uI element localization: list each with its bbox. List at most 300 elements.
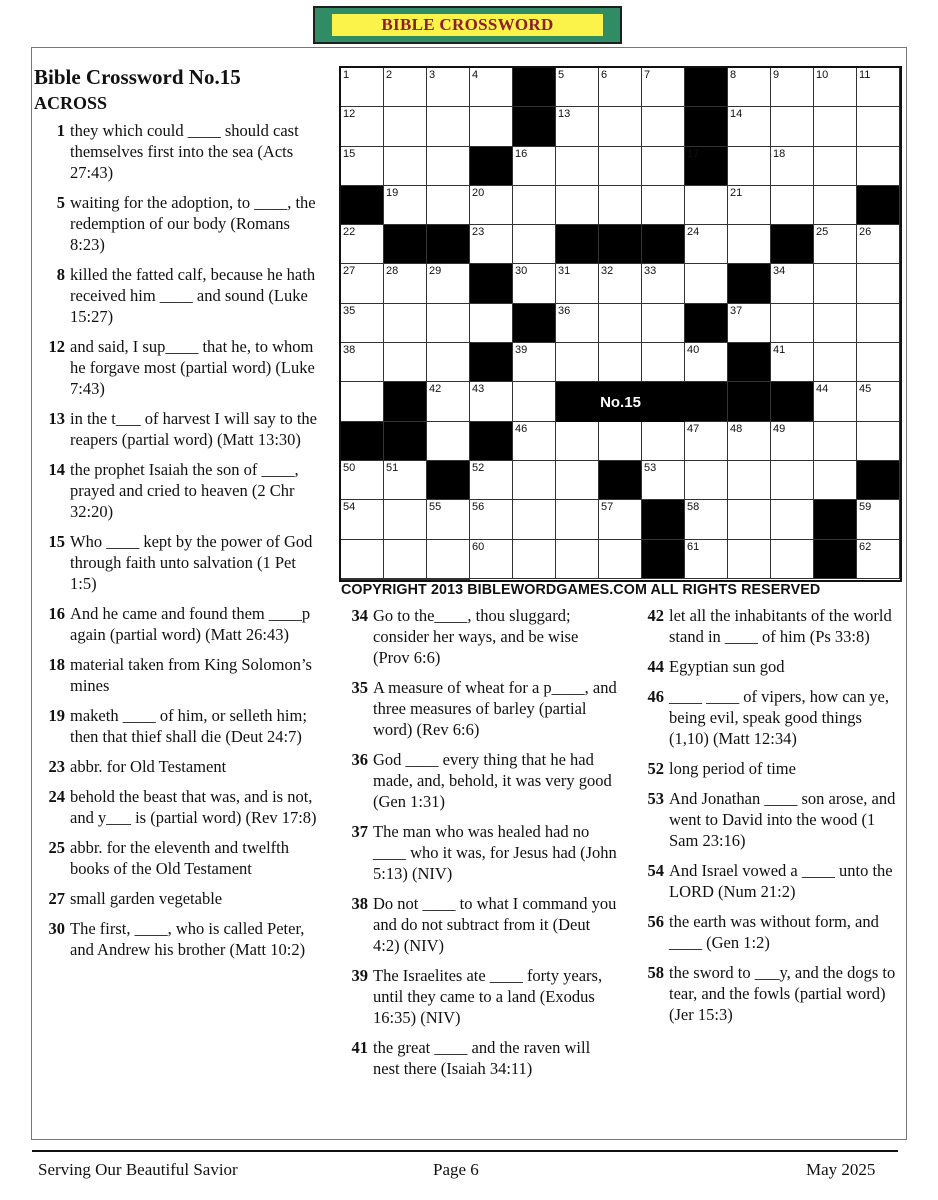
- black-square: [470, 147, 513, 186]
- grid-cell[interactable]: [642, 304, 685, 343]
- grid-cell[interactable]: [470, 186, 513, 225]
- grid-cell[interactable]: [556, 304, 599, 343]
- grid-cell[interactable]: [771, 68, 814, 107]
- clue-text: Egyptian sun god: [669, 657, 785, 676]
- clue-number: 14: [48, 460, 65, 479]
- grid-cell[interactable]: [685, 225, 728, 264]
- clue-text: Who ____ kept by the power of God through faith unto salvation (1 Pet 1:5): [70, 532, 313, 593]
- grid-cell[interactable]: [771, 107, 814, 146]
- grid-cell[interactable]: [728, 304, 771, 343]
- grid-cell[interactable]: [513, 461, 556, 500]
- grid-cell[interactable]: [857, 500, 900, 539]
- cell-number: 6: [601, 69, 608, 81]
- grid-cell[interactable]: [556, 68, 599, 107]
- grid-cell[interactable]: [814, 382, 857, 421]
- grid-cell[interactable]: [384, 107, 427, 146]
- grid-cell[interactable]: [599, 540, 642, 579]
- clue-text: small garden vegetable: [70, 889, 223, 908]
- grid-cell[interactable]: [513, 382, 556, 421]
- grid-cell[interactable]: [556, 147, 599, 186]
- clue-number: 24: [48, 787, 65, 806]
- black-square: [513, 68, 556, 107]
- clue-number: 25: [48, 838, 65, 857]
- cell-number: 22: [343, 226, 356, 239]
- grid-cell[interactable]: [814, 343, 857, 382]
- clue-number: 12: [48, 337, 65, 356]
- grid-cell[interactable]: [771, 304, 814, 343]
- grid-cell[interactable]: [341, 225, 384, 264]
- clue-16-across: [34, 603, 324, 645]
- grid-cell[interactable]: [771, 500, 814, 539]
- clue-number: 36: [351, 750, 368, 769]
- clue-text: Do not ____ to what I command you and do not subtract from it (Deut 4:2) (NIV): [373, 894, 617, 955]
- cell-number: 31: [558, 265, 571, 278]
- grid-cell[interactable]: [556, 540, 599, 579]
- cell-number: 12: [343, 108, 356, 121]
- cell-number: 25: [816, 226, 829, 239]
- copyright-notice: COPYRIGHT 2013 BIBLEWORDGAMES.COM ALL RIGHTS RESERVED: [341, 582, 821, 598]
- grid-cell[interactable]: [857, 422, 900, 461]
- grid-cell[interactable]: [341, 579, 384, 580]
- clue-text: Go to the____, thou sluggard; consider her ways, and be wise (Prov 6:6): [373, 606, 579, 667]
- grid-cell[interactable]: [513, 500, 556, 539]
- grid-cell[interactable]: [427, 107, 470, 146]
- clue-number: 35: [351, 678, 368, 697]
- grid-cell[interactable]: [513, 422, 556, 461]
- grid-cell[interactable]: [341, 500, 384, 539]
- grid-cell[interactable]: [771, 540, 814, 579]
- cell-number: 62: [859, 540, 872, 553]
- clue-1-across: [34, 120, 324, 183]
- grid-cell[interactable]: [556, 461, 599, 500]
- black-square: [384, 382, 427, 421]
- grid-cell[interactable]: [470, 68, 513, 107]
- clue-36-across: [337, 749, 617, 812]
- grid-cell[interactable]: [427, 382, 470, 421]
- clue-39-across: [337, 965, 617, 1028]
- cell-number: 45: [859, 383, 872, 396]
- grid-cell[interactable]: [642, 68, 685, 107]
- clue-25-across: [34, 837, 324, 879]
- black-square: [642, 500, 685, 539]
- grid-cell[interactable]: [642, 343, 685, 382]
- clue-12-across: [34, 336, 324, 399]
- grid-cell[interactable]: [470, 500, 513, 539]
- grid-cell[interactable]: [427, 579, 470, 580]
- black-square: [642, 225, 685, 264]
- grid-cell[interactable]: [599, 264, 642, 303]
- clue-number: 34: [351, 606, 368, 625]
- clue-number: 58: [647, 963, 664, 982]
- grid-cell[interactable]: [341, 147, 384, 186]
- clue-number: 30: [48, 919, 65, 938]
- cell-number: 19: [386, 186, 399, 199]
- black-square: [384, 422, 427, 461]
- clue-text: And Israel vowed a ____ unto the LORD (Num 21:2): [669, 861, 893, 901]
- grid-cell[interactable]: [728, 68, 771, 107]
- grid-cell[interactable]: [857, 225, 900, 264]
- cell-number: 52: [472, 461, 485, 474]
- clue-58-across: [633, 962, 905, 1025]
- clue-42-across: [633, 605, 905, 647]
- puzzle-number-badge: No.15: [556, 382, 685, 421]
- black-square: [857, 461, 900, 500]
- banner-label: BIBLE CROSSWORD: [332, 14, 603, 36]
- footer-divider: [32, 1150, 898, 1152]
- clue-text: abbr. for Old Testament: [70, 757, 227, 776]
- grid-cell[interactable]: [599, 422, 642, 461]
- grid-cell[interactable]: [814, 186, 857, 225]
- grid-cell[interactable]: [642, 422, 685, 461]
- grid-cell[interactable]: [513, 343, 556, 382]
- cell-number: 34: [773, 265, 786, 278]
- grid-cell[interactable]: [599, 500, 642, 539]
- grid-cell[interactable]: [427, 540, 470, 579]
- clue-number: 39: [351, 966, 368, 985]
- grid-cell[interactable]: [599, 304, 642, 343]
- cell-number: 51: [386, 461, 399, 474]
- clue-number: 16: [48, 604, 65, 623]
- cell-number: 9: [773, 69, 780, 81]
- grid-cell[interactable]: [427, 422, 470, 461]
- grid-cell[interactable]: [642, 107, 685, 146]
- grid-cell[interactable]: [814, 264, 857, 303]
- grid-cell[interactable]: [857, 107, 900, 146]
- grid-cell[interactable]: [556, 186, 599, 225]
- cell-number: 5: [558, 69, 565, 81]
- across-heading: ACROSS: [34, 93, 108, 113]
- clue-text: let all the inhabitants of the world stand in ____ of him (Ps 33:8): [669, 606, 892, 646]
- grid-cell[interactable]: [513, 186, 556, 225]
- grid-cell[interactable]: [814, 461, 857, 500]
- clue-30-across: [34, 918, 324, 960]
- grid-cell[interactable]: [771, 147, 814, 186]
- grid-cell[interactable]: [685, 264, 728, 303]
- cell-number: 41: [773, 344, 786, 357]
- clue-text: the prophet Isaiah the son of ____, prayed and cried to heaven (2 Chr 32:20): [70, 460, 299, 521]
- clue-text: waiting for the adoption, to ____, the redemption of our body (Romans 8:23): [70, 193, 316, 254]
- grid-cell[interactable]: [685, 461, 728, 500]
- cell-number: 48: [730, 422, 743, 435]
- grid-cell[interactable]: [384, 68, 427, 107]
- grid-cell[interactable]: [427, 68, 470, 107]
- clue-52-across: [633, 758, 905, 779]
- grid-cell[interactable]: [685, 343, 728, 382]
- black-square: [771, 382, 814, 421]
- cell-number: 30: [515, 265, 528, 278]
- cell-number: 16: [515, 147, 528, 160]
- grid-cell[interactable]: [470, 225, 513, 264]
- grid-cell[interactable]: [341, 343, 384, 382]
- cell-number: 61: [687, 540, 700, 553]
- clue-18-across: [34, 654, 324, 696]
- cell-number: 1: [343, 69, 350, 81]
- clue-54-across: [633, 860, 905, 902]
- cell-number: 24: [687, 226, 700, 239]
- grid-cell[interactable]: [427, 264, 470, 303]
- clue-number: 8: [56, 265, 65, 284]
- clue-number: 44: [647, 657, 664, 676]
- clue-text: and said, I sup____ that he, to whom he forgave most (partial word) (Luke 7:43): [70, 337, 315, 398]
- cell-number: 43: [472, 383, 485, 396]
- black-square: [513, 107, 556, 146]
- clue-13-across: [34, 408, 324, 450]
- grid-cell[interactable]: [728, 225, 771, 264]
- grid-cell[interactable]: [384, 186, 427, 225]
- clue-number: 52: [647, 759, 664, 778]
- clue-44-across: [633, 656, 905, 677]
- cell-number: 23: [472, 226, 485, 239]
- grid-cell[interactable]: [642, 147, 685, 186]
- grid-cell[interactable]: [513, 147, 556, 186]
- grid-cell[interactable]: [857, 264, 900, 303]
- cell-number: 10: [816, 69, 829, 81]
- grid-cell[interactable]: [341, 304, 384, 343]
- grid-cell[interactable]: [384, 579, 427, 580]
- clue-14-across: [34, 459, 324, 522]
- clue-text: The Israelites ate ____ forty years, until they came to a land (Exodus 16:35) (NIV): [373, 966, 603, 1027]
- cell-number: 46: [515, 422, 528, 435]
- cell-number: 59: [859, 501, 872, 514]
- clue-text: And he came and found them ____p again (partial word) (Matt 26:43): [70, 604, 311, 644]
- grid-cell[interactable]: [771, 264, 814, 303]
- clue-number: 41: [351, 1038, 368, 1057]
- grid-cell[interactable]: [857, 382, 900, 421]
- clue-41-across: [337, 1037, 617, 1079]
- clue-text: the earth was without form, and ____ (Gen 1:2): [669, 912, 879, 952]
- puzzle-title: Bible Crossword No.15: [34, 65, 241, 89]
- cell-number: 54: [343, 501, 356, 514]
- clue-27-across: [34, 888, 324, 909]
- clue-56-across: [633, 911, 905, 953]
- clue-number: 5: [56, 193, 65, 212]
- grid-cell[interactable]: [814, 107, 857, 146]
- grid-cell[interactable]: [685, 186, 728, 225]
- grid-cell[interactable]: [470, 107, 513, 146]
- grid-cell[interactable]: [599, 107, 642, 146]
- grid-cell[interactable]: [341, 382, 384, 421]
- grid-cell[interactable]: [728, 107, 771, 146]
- grid-cell[interactable]: [470, 382, 513, 421]
- clue-24-across: [34, 786, 324, 828]
- clue-8-across: [34, 264, 324, 327]
- cell-number: 57: [601, 501, 614, 514]
- cell-number: 18: [773, 147, 786, 160]
- cell-number: 55: [429, 501, 442, 514]
- grid-cell[interactable]: [814, 68, 857, 107]
- clue-15-across: [34, 531, 324, 594]
- cell-number: 3: [429, 69, 436, 81]
- black-square: [427, 461, 470, 500]
- grid-cell[interactable]: [728, 422, 771, 461]
- black-square: [857, 186, 900, 225]
- grid-cell[interactable]: [814, 422, 857, 461]
- grid-cell[interactable]: [771, 461, 814, 500]
- grid-cell[interactable]: [513, 540, 556, 579]
- across-clue-list-middle: [337, 605, 617, 1088]
- grid-cell[interactable]: [556, 264, 599, 303]
- black-square: [685, 147, 728, 186]
- cell-number: 8: [730, 69, 737, 81]
- grid-cell[interactable]: [599, 343, 642, 382]
- grid-cell[interactable]: [728, 461, 771, 500]
- clue-number: 42: [647, 606, 664, 625]
- grid-cell[interactable]: [341, 68, 384, 107]
- grid-cell[interactable]: [642, 461, 685, 500]
- clue-38-across: [337, 893, 617, 956]
- grid-cell[interactable]: [599, 68, 642, 107]
- black-square: [384, 225, 427, 264]
- cell-number: 33: [644, 265, 657, 278]
- cell-number: 14: [730, 108, 743, 121]
- black-square: [771, 225, 814, 264]
- clue-number: 37: [351, 822, 368, 841]
- grid-cell[interactable]: [728, 186, 771, 225]
- grid-cell[interactable]: [384, 147, 427, 186]
- clue-text: maketh ____ of him, or selleth him; then that thief shall die (Deut 24:7): [70, 706, 307, 746]
- grid-cell[interactable]: [384, 264, 427, 303]
- grid-cell[interactable]: [728, 500, 771, 539]
- clue-19-across: [34, 705, 324, 747]
- footer-date: May 2025: [806, 1160, 876, 1179]
- cell-number: 15: [343, 147, 356, 160]
- grid-cell[interactable]: [556, 107, 599, 146]
- clue-37-across: [337, 821, 617, 884]
- cell-number: 17: [687, 147, 700, 160]
- black-square: [685, 68, 728, 107]
- black-square: [728, 264, 771, 303]
- cell-number: 7: [644, 69, 651, 81]
- grid-cell[interactable]: [771, 422, 814, 461]
- cell-number: 58: [687, 501, 700, 514]
- cell-number: 26: [859, 226, 872, 239]
- grid-cell[interactable]: [513, 264, 556, 303]
- grid-cell[interactable]: [341, 461, 384, 500]
- clue-text: they which could ____ should cast themselves first into the sea (Acts 27:43): [70, 121, 299, 182]
- clue-text: material taken from King Solomon’s mines: [70, 655, 312, 695]
- cell-number: 36: [558, 304, 571, 317]
- grid-cell[interactable]: [685, 422, 728, 461]
- grid-cell[interactable]: [814, 304, 857, 343]
- cell-number: 2: [386, 69, 393, 81]
- cell-number: 13: [558, 108, 571, 121]
- footer-left-text: Serving Our Beautiful Savior: [38, 1160, 238, 1179]
- clue-text: abbr. for the eleventh and twelfth books of the Old Testament: [70, 838, 290, 878]
- black-square: [556, 225, 599, 264]
- clue-number: 23: [48, 757, 65, 776]
- grid-cell[interactable]: [685, 540, 728, 579]
- clue-number: 56: [647, 912, 664, 931]
- grid-cell[interactable]: [513, 225, 556, 264]
- grid-cell[interactable]: [599, 186, 642, 225]
- clue-number: 27: [48, 889, 65, 908]
- grid-cell[interactable]: [685, 500, 728, 539]
- grid-cell[interactable]: [341, 540, 384, 579]
- across-clue-list-left: [34, 120, 324, 960]
- grid-cell[interactable]: [642, 186, 685, 225]
- grid-cell[interactable]: [470, 304, 513, 343]
- grid-cell[interactable]: [384, 304, 427, 343]
- left-column: [34, 64, 324, 969]
- black-square: [599, 225, 642, 264]
- clue-text: And Jonathan ____ son arose, and went to David into the wood (1 Sam 23:16): [669, 789, 896, 850]
- cell-number: 4: [472, 69, 479, 81]
- black-square: [685, 107, 728, 146]
- cell-number: 50: [343, 461, 356, 474]
- grid-cell[interactable]: [857, 304, 900, 343]
- black-square: [599, 461, 642, 500]
- clue-number: 18: [48, 655, 65, 674]
- black-square: [728, 343, 771, 382]
- grid-cell[interactable]: [857, 343, 900, 382]
- clue-number: 54: [647, 861, 664, 880]
- grid-cell[interactable]: [728, 540, 771, 579]
- black-square: [513, 304, 556, 343]
- grid-cell[interactable]: [470, 461, 513, 500]
- grid-cell[interactable]: [384, 461, 427, 500]
- black-square: [470, 422, 513, 461]
- grid-cell[interactable]: [599, 147, 642, 186]
- grid-cell[interactable]: [857, 147, 900, 186]
- cell-number: 32: [601, 265, 614, 278]
- header-banner: [313, 6, 622, 44]
- clue-text: The first, ____, who is called Peter, and Andrew his brother (Matt 10:2): [70, 919, 306, 959]
- black-square: [728, 382, 771, 421]
- grid-cell[interactable]: [384, 500, 427, 539]
- grid-cell[interactable]: [771, 186, 814, 225]
- crossword-grid: [339, 66, 902, 582]
- grid-cell[interactable]: [427, 343, 470, 382]
- grid-cell[interactable]: [857, 540, 900, 579]
- grid-cell[interactable]: [427, 500, 470, 539]
- cell-number: 42: [429, 383, 442, 396]
- grid-cell[interactable]: [556, 343, 599, 382]
- grid-cell[interactable]: [814, 147, 857, 186]
- grid-cell[interactable]: [341, 264, 384, 303]
- grid-cell[interactable]: [814, 225, 857, 264]
- black-square: [642, 540, 685, 579]
- cell-number: 38: [343, 344, 356, 357]
- clue-number: 53: [647, 789, 664, 808]
- clue-number: 38: [351, 894, 368, 913]
- grid-cell[interactable]: [556, 422, 599, 461]
- clue-text: the sword to ___y, and the dogs to tear, and the fowls (partial word) (Jer 15:3): [669, 963, 896, 1024]
- clue-text: the great ____ and the raven will nest there (Isaiah 34:11): [373, 1038, 591, 1078]
- grid-cell[interactable]: [470, 540, 513, 579]
- cell-number: 37: [730, 304, 743, 317]
- black-square: [814, 500, 857, 539]
- grid-cell[interactable]: [771, 343, 814, 382]
- clue-35-across: [337, 677, 617, 740]
- grid-cell[interactable]: [556, 500, 599, 539]
- grid-cell[interactable]: [427, 147, 470, 186]
- grid-cell[interactable]: [384, 540, 427, 579]
- grid-cell[interactable]: [427, 304, 470, 343]
- grid-cell[interactable]: [384, 343, 427, 382]
- clue-text: ____ ____ of vipers, how can ye, being evil, speak good things (1,10) (Matt 12:34): [669, 687, 889, 748]
- grid-cell[interactable]: [728, 147, 771, 186]
- grid-cell[interactable]: [341, 107, 384, 146]
- black-square: [470, 343, 513, 382]
- cell-number: 49: [773, 422, 786, 435]
- grid-cell[interactable]: [642, 264, 685, 303]
- cell-number: 60: [472, 540, 485, 553]
- clue-text: The man who was healed had no ____ who it was, for Jesus had (John 5:13) (NIV): [373, 822, 617, 883]
- cell-number: 47: [687, 422, 700, 435]
- grid-cell[interactable]: [427, 186, 470, 225]
- grid-cell[interactable]: [857, 68, 900, 107]
- clue-number: 1: [56, 121, 65, 140]
